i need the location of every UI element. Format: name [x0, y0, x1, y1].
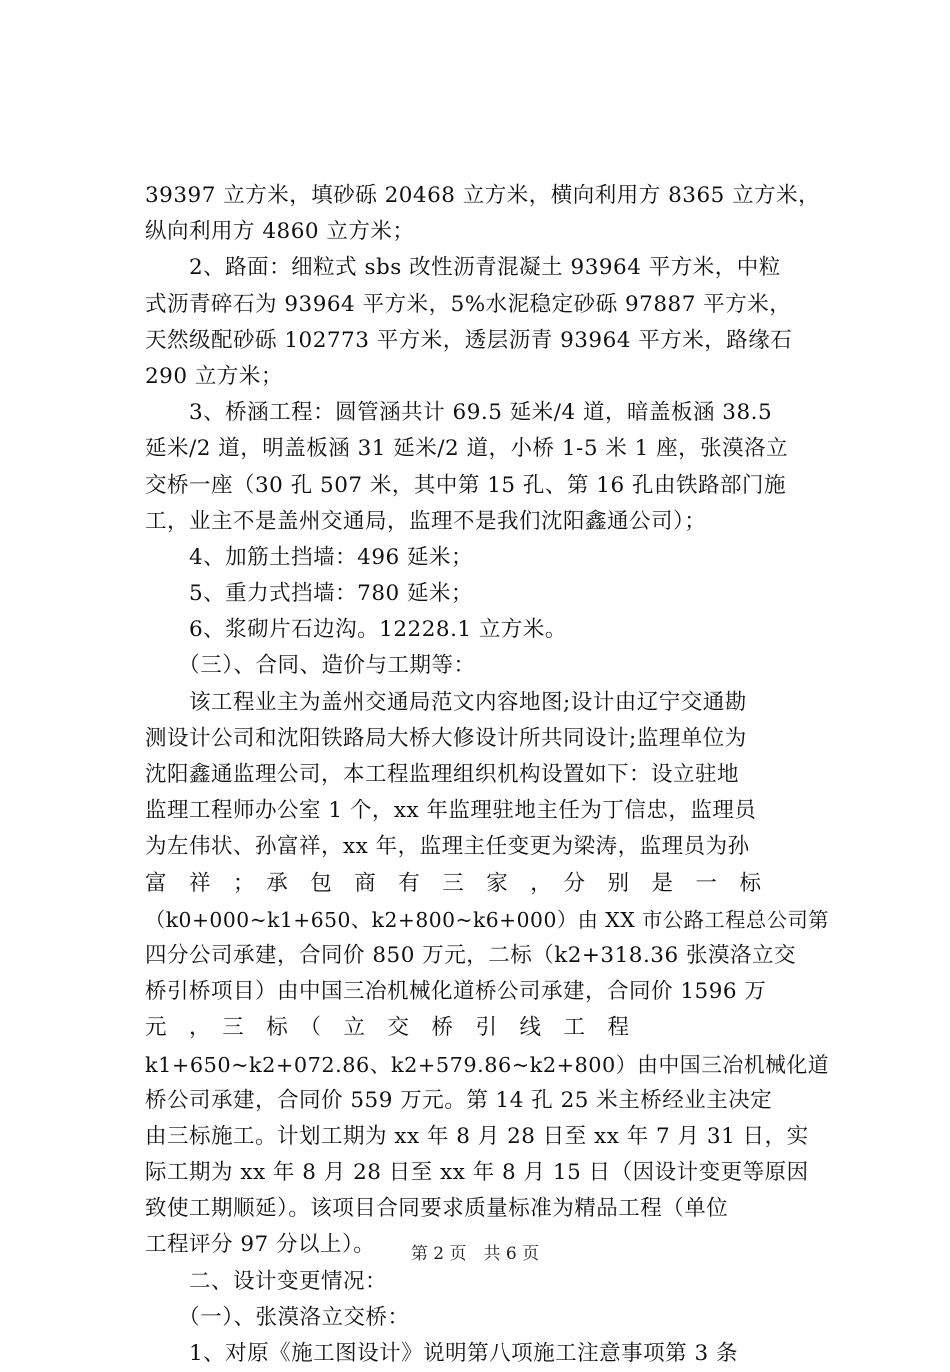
text-line: （三）、合同、造价与工期等：: [145, 653, 476, 679]
text-line: 该工程业主为盖州交通局范文内容地图;设计由辽宁交通勘: [145, 689, 747, 715]
document-body: [145, 178, 835, 1372]
text-line: 桥引桥项目）由中国三冶机械化道桥公司承建，合同价 1596 万: [145, 979, 767, 1005]
text-line: 由三标施工。计划工期为 xx 年 8 月 28 日至 xx 年 7 月 31 日，实: [145, 1123, 809, 1149]
text-line: 富 祥 ； 承 包 商 有 三 家 ， 分 别 是 一 标: [145, 870, 762, 896]
text-line: 6、浆砌片石边沟。12228.1 立方米。: [145, 617, 567, 643]
text-line: 3、桥涵工程：圆管涵共计 69.5 延米/4 道，暗盖板涵 38.5: [145, 400, 773, 426]
text-line: 1、对原《施工图设计》说明第八项施工注意事项第 3 条: [145, 1341, 739, 1366]
text-line: 为左伟状、孙富祥，xx 年，监理主任变更为梁涛，监理员为孙: [145, 834, 750, 860]
text-line: 天然级配砂砾 102773 平方米，透层沥青 93964 平方米，路缘石: [145, 327, 793, 353]
text-line: 延米/2 道，明盖板涵 31 延米/2 道，小桥 1-5 米 1 座，张漠洛立: [145, 436, 789, 462]
text-line: k1+650~k2+072.86、k2+579.86~k2+800）由中国三冶机械化道: [145, 1052, 830, 1077]
text-line: 交桥一座（30 孔 507 米，其中第 15 孔、第 16 孔由铁路部门施: [145, 472, 786, 498]
text-line: 四分公司承建，合同价 850 万元，二标（k2+318.36 张漠洛立交: [145, 942, 796, 968]
text-line: 致使工期顺延）。该项目合同要求质量标准为精品工程（单位: [145, 1196, 729, 1222]
text-line: （k0+000~k1+650、k2+800~k6+000）由 XX 市公路工程总公司第: [145, 907, 829, 932]
page-footer: 第 2 页 共 6 页: [410, 1244, 540, 1264]
text-line: 二、设计变更情况：: [145, 1268, 388, 1294]
text-line: 元 ， 三 标 （ 立 交 桥 引 线 工 程: [145, 1015, 630, 1041]
text-line: 式沥青碎石为 93964 平方米，5%水泥稳定砂砾 97887 平方米，: [145, 291, 792, 317]
text-line: 纵向利用方 4860 立方米；: [145, 219, 415, 245]
text-line: 290 立方米；: [145, 363, 283, 389]
text-line: 测设计公司和沈阳铁路局大桥大修设计所共同设计;监理单位为: [145, 725, 747, 751]
text-line: 工，业主不是盖州交通局，监理不是我们沈阳鑫通公司）；: [145, 508, 707, 534]
text-line: 工程评分 97 分以上）。: [145, 1232, 376, 1258]
text-line: 2、路面：细粒式 sbs 改性沥青混凝土 93964 平方米，中粒: [145, 255, 781, 281]
text-line: 5、重力式挡墙：780 延米；: [145, 581, 474, 607]
text-line: 际工期为 xx 年 8 月 28 日至 xx 年 8 月 15 日（因设计变更等原因: [145, 1160, 809, 1186]
text-line: 4、加筋土挡墙：496 延米；: [145, 544, 474, 570]
text-line: 监理工程师办公室 1 个，xx 年监理驻地主任为丁信忠，监理员: [145, 798, 757, 824]
text-line: （一）、张漠洛立交桥：: [145, 1304, 410, 1330]
text-line: 沈阳鑫通监理公司，本工程监理组织机构设置如下：设立驻地: [145, 762, 740, 787]
text-line: 桥公司承建，合同价 559 万元。第 14 孔 25 米主桥经业主决定: [145, 1087, 773, 1113]
text-line: 39397 立方米，填砂砾 20468 立方米，横向利用方 8365 立方米，: [145, 183, 821, 208]
